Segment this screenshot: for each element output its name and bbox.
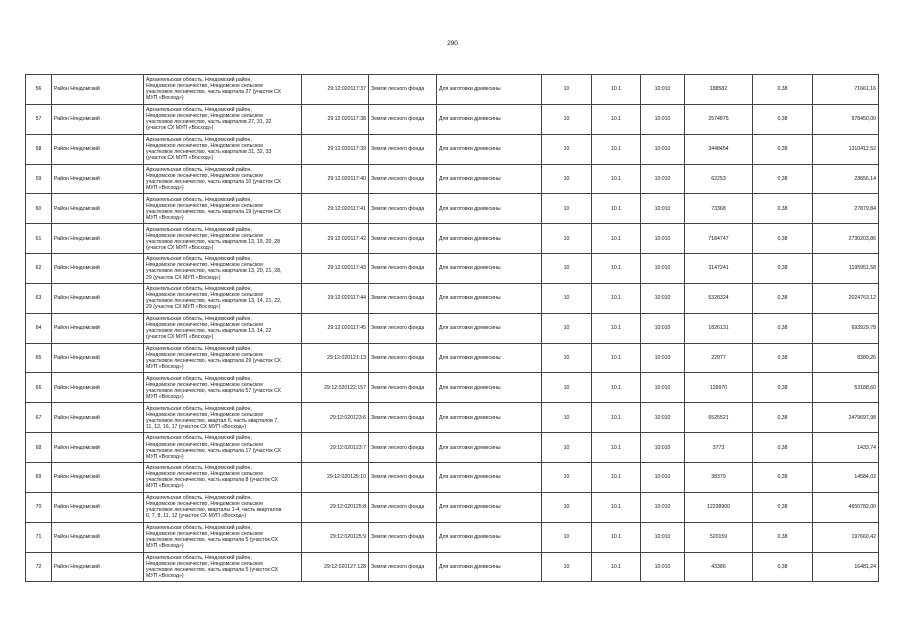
code-cell: 10:010 <box>641 403 685 433</box>
address-line: Няндомское лесничество, Няндомское сельское <box>146 232 264 239</box>
address-line: Архангельская область, Няндомский район, <box>146 137 252 144</box>
address-line: 29 (участок СХ МУП «Восход») <box>146 274 221 281</box>
value-cell: 1433,74 <box>813 433 879 463</box>
code-cell: 10:010 <box>641 104 685 134</box>
code-cell: 10:010 <box>641 283 685 313</box>
cadastral-number-cell: 29:12:020117:37 <box>302 75 369 105</box>
address-line: Архангельская область, Няндомский район, <box>146 495 252 502</box>
code-group-cell: 10 <box>542 343 592 373</box>
cadastral-number-cell: 29:12:020117:41 <box>302 194 369 224</box>
district-cell: Район Няндомский <box>52 343 144 373</box>
rate-cell: 0,38 <box>753 254 813 284</box>
land-registry-table <box>25 74 879 582</box>
code-subgroup-cell: 10.1 <box>592 283 641 313</box>
code-cell: 10:010 <box>641 522 685 552</box>
table-row <box>26 254 879 284</box>
district-cell: Район Няндомский <box>52 164 144 194</box>
code-cell: 10:010 <box>641 462 685 492</box>
code-group-cell: 10 <box>542 164 592 194</box>
permitted-use-cell: Для заготовки древесины <box>437 164 542 194</box>
cadastral-number-cell: 29:12:020125:8 <box>302 492 369 522</box>
address-line: участковое лесничество, часть кварталов 27, 31, 32 <box>146 119 272 126</box>
area-cell: 188582 <box>685 75 753 105</box>
row-number-cell: 59 <box>26 164 52 194</box>
table-row <box>26 104 879 134</box>
row-number-cell: 61 <box>26 224 52 254</box>
land-category-cell: Земли лесного фонда <box>369 164 437 194</box>
table-row <box>26 552 879 582</box>
table-row <box>26 522 879 552</box>
area-cell: 22077 <box>685 343 753 373</box>
land-category-cell: Земли лесного фонда <box>369 283 437 313</box>
cadastral-number-cell: 29:12:020117:39 <box>302 134 369 164</box>
address-line: участковое лесничество, часть квартала 5 (участок СХ <box>146 566 279 573</box>
value-cell: 16481,24 <box>813 552 879 582</box>
address-line: участковое лесничество, часть квартала 5 (участок СХ <box>146 537 279 544</box>
rate-cell: 0,38 <box>753 343 813 373</box>
value-cell: 693929,78 <box>813 313 879 343</box>
address-line: Няндомское лесничество, Няндомское сельское <box>146 262 264 269</box>
code-subgroup-cell: 10.1 <box>592 343 641 373</box>
rate-cell: 0,38 <box>753 522 813 552</box>
address-line: Архангельская область, Няндомский район, <box>146 77 252 84</box>
cadastral-number-cell: 29:12:020125:9 <box>302 522 369 552</box>
code-subgroup-cell: 10.1 <box>592 313 641 343</box>
address-line: МУП «Восход») <box>146 393 184 400</box>
code-subgroup-cell: 10.1 <box>592 403 641 433</box>
code-subgroup-cell: 10.1 <box>592 492 641 522</box>
address-line: участковое лесничество, часть квартала 10 (участок СХ <box>146 178 281 185</box>
permitted-use-cell: Для заготовки древесины <box>437 522 542 552</box>
area-cell: 3773 <box>685 433 753 463</box>
code-group-cell: 10 <box>542 75 592 105</box>
address-cell <box>144 164 302 194</box>
code-cell: 10:010 <box>641 373 685 403</box>
district-cell: Район Няндомский <box>52 552 144 582</box>
rate-cell: 0,38 <box>753 552 813 582</box>
row-number-cell: 58 <box>26 134 52 164</box>
address-cell <box>144 492 302 522</box>
land-category-cell: Земли лесного фонда <box>369 254 437 284</box>
address-line: Няндомское лесничество, Няндомское сельское <box>146 202 264 209</box>
table-row <box>26 462 879 492</box>
code-group-cell: 10 <box>542 492 592 522</box>
address-line: участковое лесничество, часть квартала 19 (участок СХ <box>146 208 281 215</box>
code-cell: 10:010 <box>641 433 685 463</box>
table-row <box>26 194 879 224</box>
address-line: Няндомское лесничество, Няндомское сельское <box>146 531 264 538</box>
address-line: МУП «Восход») <box>146 572 184 579</box>
area-cell: 3448454 <box>685 134 753 164</box>
address-cell <box>144 224 302 254</box>
table-row <box>26 75 879 105</box>
address-line: Няндомское лесничество, Няндомское сельское <box>146 411 264 418</box>
code-subgroup-cell: 10.1 <box>592 552 641 582</box>
code-cell: 10:010 <box>641 492 685 522</box>
land-category-cell: Земли лесного фонда <box>369 462 437 492</box>
address-line: Няндомское лесничество, Няндомское сельское <box>146 501 264 508</box>
rate-cell: 0,38 <box>753 313 813 343</box>
value-cell: 2024763,12 <box>813 283 879 313</box>
value-cell: 71661,16 <box>813 75 879 105</box>
address-line: Архангельская область, Няндомский район, <box>146 256 252 263</box>
district-cell: Район Няндомский <box>52 194 144 224</box>
address-line: Архангельская область, Няндомский район, <box>146 286 252 293</box>
code-group-cell: 10 <box>542 403 592 433</box>
row-number-cell: 57 <box>26 104 52 134</box>
address-line: Архангельская область, Няндомский район, <box>146 524 252 531</box>
value-cell: 2479697,98 <box>813 403 879 433</box>
address-line: (участок СХ МУП «Восход») <box>146 334 214 341</box>
table-row <box>26 283 879 313</box>
rate-cell: 0,38 <box>753 492 813 522</box>
cadastral-number-cell: 29:12:020117:44 <box>302 283 369 313</box>
rate-cell: 0,38 <box>753 134 813 164</box>
permitted-use-cell: Для заготовки древесины <box>437 343 542 373</box>
address-line: 29 (участок СХ МУП «Восход») <box>146 304 221 311</box>
rate-cell: 0,38 <box>753 373 813 403</box>
value-cell: 4650782,00 <box>813 492 879 522</box>
table-row <box>26 343 879 373</box>
area-cell: 43386 <box>685 552 753 582</box>
value-cell: 1195951,58 <box>813 254 879 284</box>
code-cell: 10:010 <box>641 313 685 343</box>
value-cell: 8389,26 <box>813 343 879 373</box>
code-subgroup-cell: 10.1 <box>592 373 641 403</box>
address-line: Архангельская область, Няндомский район, <box>146 226 252 233</box>
permitted-use-cell: Для заготовки древесины <box>437 373 542 403</box>
district-cell: Район Няндомский <box>52 492 144 522</box>
value-cell: 53188,60 <box>813 373 879 403</box>
address-line: Архангельская область, Няндомский район, <box>146 435 252 442</box>
address-cell <box>144 552 302 582</box>
row-number-cell: 56 <box>26 75 52 105</box>
address-line: участковое лесничество, часть кварталов 13, 14, 21, 22, <box>146 298 282 305</box>
address-line: МУП «Восход») <box>146 543 184 550</box>
permitted-use-cell: Для заготовки древесины <box>437 224 542 254</box>
address-line: Архангельская область, Няндомский район, <box>146 166 252 173</box>
permitted-use-cell: Для заготовки древесины <box>437 492 542 522</box>
cadastral-number-cell: 29:12:020123:7 <box>302 433 369 463</box>
value-cell: 2730203,86 <box>813 224 879 254</box>
district-cell: Район Няндомский <box>52 254 144 284</box>
code-group-cell: 10 <box>542 373 592 403</box>
code-group-cell: 10 <box>542 134 592 164</box>
row-number-cell: 66 <box>26 373 52 403</box>
area-cell: 139970 <box>685 373 753 403</box>
address-line: Архангельская область, Няндомский район, <box>146 465 252 472</box>
code-cell: 10:010 <box>641 134 685 164</box>
rate-cell: 0,38 <box>753 224 813 254</box>
row-number-cell: 67 <box>26 403 52 433</box>
table-row <box>26 313 879 343</box>
address-line: участковое лесничество, часть квартала 27 (участок СХ <box>146 89 281 96</box>
address-line: Няндомское лесничество, Няндомское сельское <box>146 83 264 90</box>
code-group-cell: 10 <box>542 433 592 463</box>
district-cell: Район Няндомский <box>52 462 144 492</box>
code-group-cell: 10 <box>542 194 592 224</box>
address-cell <box>144 283 302 313</box>
permitted-use-cell: Для заготовки древесины <box>437 134 542 164</box>
address-cell <box>144 104 302 134</box>
cadastral-number-cell: 29:12:020117:38 <box>302 104 369 134</box>
district-cell: Район Няндомский <box>52 283 144 313</box>
land-category-cell: Земли лесного фонда <box>369 492 437 522</box>
address-line: участковое лесничество, часть кварталов 13, 14, 22 <box>146 328 272 335</box>
district-cell: Район Няндомский <box>52 224 144 254</box>
code-group-cell: 10 <box>542 462 592 492</box>
value-cell: 23656,14 <box>813 164 879 194</box>
address-cell <box>144 134 302 164</box>
permitted-use-cell: Для заготовки древесины <box>437 313 542 343</box>
district-cell: Район Няндомский <box>52 313 144 343</box>
row-number-cell: 65 <box>26 343 52 373</box>
value-cell: 1310412,52 <box>813 134 879 164</box>
address-line: МУП «Восход») <box>146 185 184 191</box>
value-cell: 197660,42 <box>813 522 879 552</box>
land-category-cell: Земли лесного фонда <box>369 522 437 552</box>
land-category-cell: Земли лесного фонда <box>369 403 437 433</box>
rate-cell: 0,38 <box>753 403 813 433</box>
value-cell: 14584,02 <box>813 462 879 492</box>
address-line: Архангельская область, Няндомский район, <box>146 107 252 114</box>
code-group-cell: 10 <box>542 313 592 343</box>
table-row <box>26 492 879 522</box>
land-category-cell: Земли лесного фонда <box>369 313 437 343</box>
code-cell: 10:010 <box>641 343 685 373</box>
address-line: Няндомское лесничество, Няндомское сельское <box>146 471 264 478</box>
code-subgroup-cell: 10.1 <box>592 462 641 492</box>
address-cell <box>144 194 302 224</box>
address-line: участковое лесничество, часть кварталов 31, 32, 33 <box>146 149 272 156</box>
area-cell: 1826131 <box>685 313 753 343</box>
address-line: 11, 12, 16, 17 (участок СХ МУП «Восход») <box>146 423 247 430</box>
address-line: 6, 7, 8, 11, 12 (участок СХ МУП «Восход») <box>146 513 247 520</box>
district-cell: Район Няндомский <box>52 433 144 463</box>
address-line: участковое лесничество, часть кварталов 13, 20, 21, 28, <box>146 268 282 275</box>
row-number-cell: 60 <box>26 194 52 224</box>
district-cell: Район Няндомский <box>52 373 144 403</box>
rate-cell: 0,38 <box>753 433 813 463</box>
code-cell: 10:010 <box>641 254 685 284</box>
district-cell: Район Няндомский <box>52 104 144 134</box>
address-line: (участок СХ МУП «Восход») <box>146 125 214 132</box>
land-category-cell: Земли лесного фонда <box>369 433 437 463</box>
address-line: участковое лесничество, часть кварталов 13, 19, 20, 28 <box>146 238 280 245</box>
area-cell: 3147241 <box>685 254 753 284</box>
address-cell <box>144 403 302 433</box>
page-number: 290 <box>447 40 458 47</box>
code-group-cell: 10 <box>542 552 592 582</box>
row-number-cell: 62 <box>26 254 52 284</box>
row-number-cell: 70 <box>26 492 52 522</box>
address-line: Няндомское лесничество, Няндомское сельское <box>146 292 264 299</box>
address-line: МУП «Восход») <box>146 364 184 371</box>
code-group-cell: 10 <box>542 254 592 284</box>
table-row <box>26 224 879 254</box>
address-line: Архангельская область, Няндомский район, <box>146 375 252 382</box>
address-line: Няндомское лесничество, Няндомское сельское <box>146 113 264 120</box>
rate-cell: 0,38 <box>753 462 813 492</box>
permitted-use-cell: Для заготовки древесины <box>437 433 542 463</box>
address-line: МУП «Восход») <box>146 453 184 460</box>
land-category-cell: Земли лесного фонда <box>369 552 437 582</box>
code-subgroup-cell: 10.1 <box>592 194 641 224</box>
area-cell: 520159 <box>685 522 753 552</box>
table-row <box>26 373 879 403</box>
rate-cell: 0,38 <box>753 283 813 313</box>
district-cell: Район Няндомский <box>52 403 144 433</box>
address-line: участковое лесничество, квартал 6, часть кварталов 7, <box>146 417 279 424</box>
area-cell: 6525521 <box>685 403 753 433</box>
permitted-use-cell: Для заготовки древесины <box>437 283 542 313</box>
area-cell: 73368 <box>685 194 753 224</box>
address-cell <box>144 433 302 463</box>
address-line: Няндомское лесничество, Няндомское сельское <box>146 381 264 388</box>
address-line: Архангельская область, Няндомский район, <box>146 196 252 203</box>
address-line: (участок СХ МУП «Восход») <box>146 244 214 251</box>
row-number-cell: 71 <box>26 522 52 552</box>
address-line: Няндомское лесничество, Няндомское сельское <box>146 441 264 448</box>
address-cell <box>144 75 302 105</box>
address-cell <box>144 522 302 552</box>
address-line: Няндомское лесничество, Няндомское сельское <box>146 143 264 150</box>
address-cell <box>144 373 302 403</box>
code-subgroup-cell: 10.1 <box>592 522 641 552</box>
address-line: Архангельская область, Няндомский район, <box>146 316 252 323</box>
district-cell: Район Няндомский <box>52 522 144 552</box>
row-number-cell: 69 <box>26 462 52 492</box>
code-cell: 10:010 <box>641 552 685 582</box>
address-line: участковое лесничество, часть квартала 29 (участок СХ <box>146 358 281 365</box>
area-cell: 7184747 <box>685 224 753 254</box>
area-cell: 5328324 <box>685 283 753 313</box>
address-line: Архангельская область, Няндомский район, <box>146 554 252 561</box>
address-line: МУП «Восход») <box>146 483 184 490</box>
address-line: участковое лесничество, кварталы 1-4, часть кварталов <box>146 507 282 514</box>
row-number-cell: 63 <box>26 283 52 313</box>
cadastral-number-cell: 29:12:020122:157 <box>302 373 369 403</box>
address-line: Няндомское лесничество, Няндомское сельское <box>146 560 264 567</box>
address-cell <box>144 462 302 492</box>
address-line: (участок СХ МУП «Восход») <box>146 155 214 162</box>
address-line: участковое лесничество, часть квартала 57 (участок СХ <box>146 387 281 394</box>
code-subgroup-cell: 10.1 <box>592 433 641 463</box>
permitted-use-cell: Для заготовки древесины <box>437 254 542 284</box>
code-group-cell: 10 <box>542 224 592 254</box>
rate-cell: 0,38 <box>753 104 813 134</box>
value-cell: 978450,00 <box>813 104 879 134</box>
address-cell <box>144 343 302 373</box>
cadastral-number-cell: 29:12:020117:45 <box>302 313 369 343</box>
land-category-cell: Земли лесного фонда <box>369 104 437 134</box>
land-category-cell: Земли лесного фонда <box>369 75 437 105</box>
area-cell: 2574875 <box>685 104 753 134</box>
address-cell <box>144 313 302 343</box>
area-cell: 62253 <box>685 164 753 194</box>
code-subgroup-cell: 10.1 <box>592 75 641 105</box>
code-cell: 10:010 <box>641 164 685 194</box>
row-number-cell: 72 <box>26 552 52 582</box>
code-group-cell: 10 <box>542 283 592 313</box>
address-line: участковое лесничество, часть квартала 8 (участок СХ <box>146 477 279 484</box>
address-line: Няндомское лесничество, Няндомское сельское <box>146 172 264 179</box>
address-line: участковое лесничество, часть квартала 17 (участок СХ <box>146 447 281 454</box>
address-line: Архангельская область, Няндомский район, <box>146 345 252 352</box>
area-cell: 38379 <box>685 462 753 492</box>
code-cell: 10:010 <box>641 194 685 224</box>
table-row <box>26 164 879 194</box>
permitted-use-cell: Для заготовки древесины <box>437 462 542 492</box>
address-line: Архангельская область, Няндомский район, <box>146 405 252 412</box>
permitted-use-cell: Для заготовки древесины <box>437 403 542 433</box>
address-line: МУП «Восход») <box>146 214 184 221</box>
cadastral-number-cell: 29:12:020125:10 <box>302 462 369 492</box>
table-row <box>26 433 879 463</box>
address-line: Няндомское лесничество, Няндомское сельское <box>146 351 264 358</box>
cadastral-number-cell: 29:12:020117:42 <box>302 224 369 254</box>
address-cell <box>144 254 302 284</box>
code-group-cell: 10 <box>542 104 592 134</box>
area-cell: 12238900 <box>685 492 753 522</box>
land-category-cell: Земли лесного фонда <box>369 343 437 373</box>
table-row <box>26 403 879 433</box>
code-group-cell: 10 <box>542 522 592 552</box>
code-subgroup-cell: 10.1 <box>592 254 641 284</box>
rate-cell: 0,38 <box>753 194 813 224</box>
land-category-cell: Земли лесного фонда <box>369 194 437 224</box>
permitted-use-cell: Для заготовки древесины <box>437 75 542 105</box>
cadastral-number-cell: 29:12:020121:13 <box>302 343 369 373</box>
permitted-use-cell: Для заготовки древесины <box>437 552 542 582</box>
row-number-cell: 64 <box>26 313 52 343</box>
cadastral-number-cell: 29:12:020123:6 <box>302 403 369 433</box>
code-subgroup-cell: 10.1 <box>592 134 641 164</box>
code-subgroup-cell: 10.1 <box>592 104 641 134</box>
value-cell: 27879,84 <box>813 194 879 224</box>
table-body <box>26 75 879 582</box>
address-line: МУП «Восход») <box>146 95 184 102</box>
row-number-cell: 68 <box>26 433 52 463</box>
code-cell: 10:010 <box>641 224 685 254</box>
rate-cell: 0,38 <box>753 164 813 194</box>
land-category-cell: Земли лесного фонда <box>369 373 437 403</box>
rate-cell: 0,38 <box>753 75 813 105</box>
code-cell: 10:010 <box>641 75 685 105</box>
district-cell: Район Няндомский <box>52 134 144 164</box>
code-subgroup-cell: 10.1 <box>592 224 641 254</box>
land-category-cell: Земли лесного фонда <box>369 134 437 164</box>
cadastral-number-cell: 29:12:020117:40 <box>302 164 369 194</box>
table-row <box>26 134 879 164</box>
district-cell: Район Няндомский <box>52 75 144 105</box>
permitted-use-cell: Для заготовки древесины <box>437 104 542 134</box>
cadastral-number-cell: 29:12:020117:43 <box>302 254 369 284</box>
cadastral-number-cell: 29:12:020127:128 <box>302 552 369 582</box>
code-subgroup-cell: 10.1 <box>592 164 641 194</box>
permitted-use-cell: Для заготовки древесины <box>437 194 542 224</box>
address-line: Няндомское лесничество, Няндомское сельское <box>146 322 264 329</box>
land-category-cell: Земли лесного фонда <box>369 224 437 254</box>
